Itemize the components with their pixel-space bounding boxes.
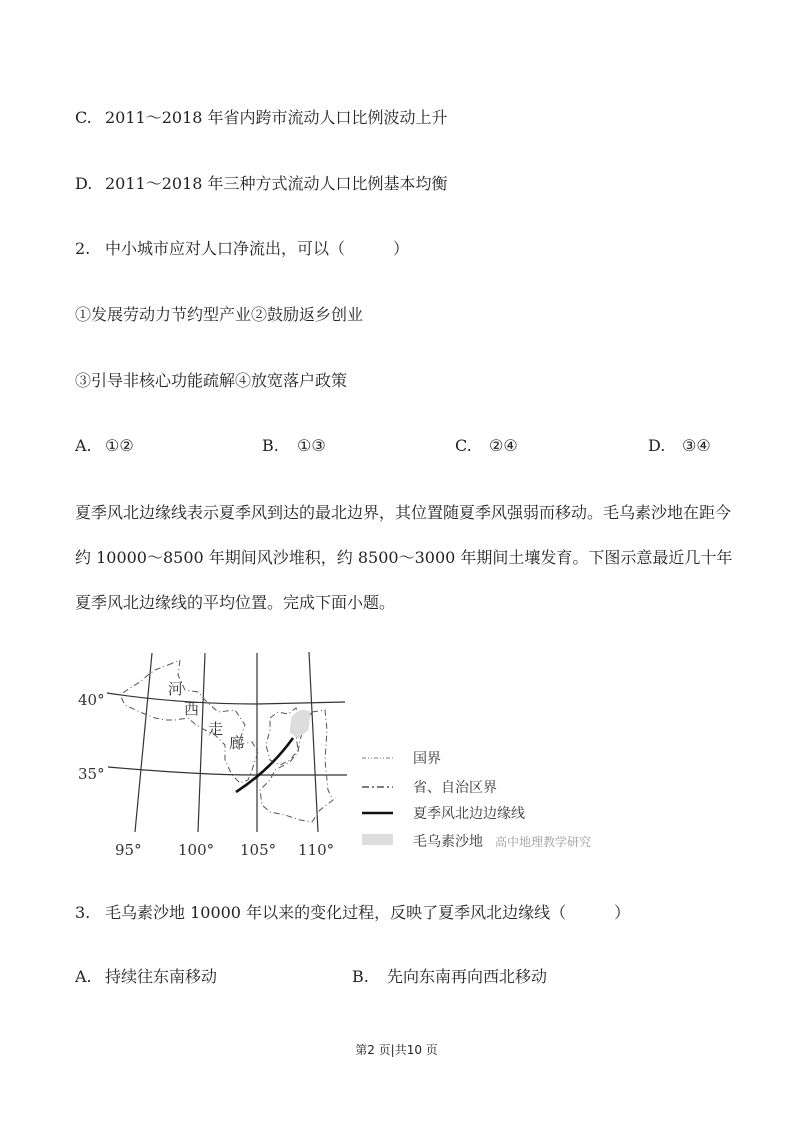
q2-statement-2: ③引导非核心功能疏解④放宽落户政策 [75, 371, 348, 390]
question-text: 毛乌素沙地 10000 年以来的变化过程，反映了夏季风北边缘线（ ） [105, 903, 631, 922]
graticule [107, 652, 347, 832]
q3-stem [75, 903, 631, 923]
place-char: 河 [168, 680, 184, 698]
legend-sandy-land: 毛乌素沙地 [413, 834, 483, 850]
meridian-110 [309, 652, 318, 832]
option-text: ②④ [489, 436, 518, 455]
question-text: 中小城市应对人口净流出，可以（ ） [105, 239, 410, 258]
option-letter: D. [648, 436, 666, 455]
lon-label-105: 105° [240, 841, 277, 859]
lon-label-110: 110° [298, 841, 335, 859]
gansu-boundary [120, 660, 258, 783]
map-legend [362, 751, 591, 850]
option-letter: B. [262, 436, 279, 455]
legend-sandy-land-symbol [362, 834, 393, 845]
option-text: 先向东南再向西北移动 [387, 967, 548, 986]
place-char: 廊 [229, 734, 245, 752]
option-text: 2011～2018 年三种方式流动人口比例基本均衡 [105, 174, 448, 193]
option-text: ①③ [297, 436, 326, 455]
province-boundaries [120, 660, 333, 822]
place-char: 西 [184, 700, 200, 718]
q2-statement-1: ①发展劳动力节约型产业②鼓励返乡创业 [75, 305, 364, 324]
option-text: 2011～2018 年省内跨市流动人口比例波动上升 [105, 108, 448, 127]
meridian-95 [135, 653, 152, 832]
watermark: 高中地理教学研究 [495, 835, 592, 849]
summer-monsoon-boundary-line [236, 738, 293, 792]
lat-label-35: 35° [78, 765, 105, 783]
question-number: 2. [75, 239, 91, 258]
option-text: 持续往东南移动 [105, 967, 218, 986]
legend-monsoon-line: 夏季风北边边缘线 [413, 806, 525, 822]
place-char: 走 [208, 720, 224, 738]
option-text: ①② [105, 436, 134, 455]
parallel-35 [108, 767, 347, 775]
q3-option-a [75, 967, 218, 987]
question-number: 3. [75, 903, 91, 922]
lon-label-95: 95° [115, 841, 142, 859]
q3-option-b [352, 967, 548, 987]
lat-label-40: 40° [78, 691, 105, 709]
option-letter: B. [352, 967, 369, 986]
option-letter: D. [75, 174, 93, 193]
legend-province-border: 省、自治区界 [413, 780, 497, 796]
legend-national-border: 国界 [413, 751, 441, 767]
page-footer: 第2 页|共10 页 [355, 1043, 438, 1057]
option-letter: A. [75, 436, 92, 455]
parallel-40 [107, 693, 345, 704]
passage: 夏季风北边缘线表示夏季风到达的最北边界，其位置随夏季风强弱而移动。毛乌素沙地在距今约 10000～8500 年期间风沙堆积，约 8500～3000 年期间土壤发育。下图示意最近几十年夏季风北边缘线的平均位置。完成下面小题。 [75, 503, 733, 612]
meridian-100 [198, 653, 205, 832]
mu-us-sandy-land [290, 710, 310, 738]
option-letter: A. [75, 967, 92, 986]
option-text: ③④ [682, 436, 711, 455]
option-letter: C. [455, 436, 472, 455]
lon-label-100: 100° [178, 841, 215, 859]
option-letter: C. [75, 108, 92, 127]
